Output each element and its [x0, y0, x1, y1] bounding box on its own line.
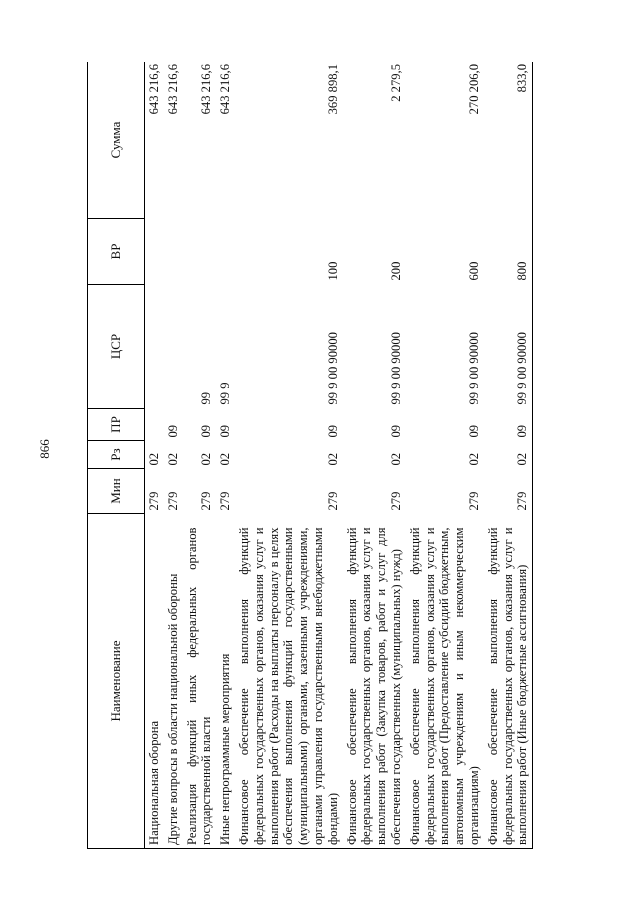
cell-vr: 200: [388, 261, 403, 281]
cell-rz: 02: [218, 452, 233, 466]
cell-name: Финансовое обеспечение выполнения функций федеральных государственных органов, оказания услуг и выполнения работ (Предоставление субсидий бюджетным, автономным учреждениям и иным некоммерческим организациям): [406, 514, 484, 849]
cell-csr: [145, 285, 164, 409]
cell-name: Другие вопросы в области национальной обороны: [164, 514, 183, 849]
cell-sum: 833,0: [484, 62, 533, 219]
cell-name: Финансовое обеспечение выполнения функций федеральных государственных органов, оказания услуг и выполнения работ (Расходы на выплаты персоналу в целях обеспечения выполнения функций государственными (муниципальными) органами, казенными учреждениями, органами управления государственными внебюджетными фондами): [235, 514, 343, 849]
cell-rz: 02: [147, 452, 161, 466]
cell-pr: 09: [388, 424, 403, 438]
cell-sum: 643 216,6: [183, 62, 217, 219]
cell-min: 279: [147, 491, 161, 511]
table-header-row: [88, 62, 145, 849]
cell-sum: 643 216,6: [216, 62, 235, 219]
header-pr: ПР: [88, 409, 145, 441]
cell-name: Финансовое обеспечение выполнения функций федеральных государственных органов, оказания услуг и выполнения работ (Иные бюджетные ассигнования): [484, 514, 533, 849]
header-name: Наименование: [88, 514, 145, 849]
header-min: Мин: [88, 469, 145, 514]
table-row: [235, 62, 343, 849]
cell-pr: 09: [199, 424, 214, 438]
cell-csr: [164, 285, 183, 409]
cell-name: Финансовое обеспечение выполнения функций федеральных государственных органов, оказания услуг и выполнения работ (Закупка товаров, работ и услуг для обеспечения государственных (муниципальных) нужд): [343, 514, 406, 849]
cell-rz: 02: [325, 452, 340, 466]
cell-vr: [164, 219, 183, 285]
header-vr: ВР: [88, 219, 145, 285]
table-row: [164, 62, 183, 849]
table-row: [343, 62, 406, 849]
header-csr: ЦСР: [88, 285, 145, 409]
cell-csr: 99: [199, 391, 214, 405]
cell-min: 279: [199, 491, 214, 511]
table-row: [484, 62, 533, 849]
cell-min: 279: [466, 491, 481, 511]
cell-pr: 09: [466, 424, 481, 438]
cell-pr: 09: [325, 424, 340, 438]
cell-vr: 800: [484, 219, 533, 285]
cell-pr: 09: [218, 424, 233, 438]
cell-vr: [145, 219, 164, 285]
cell-sum: 643 216,6: [145, 62, 164, 219]
cell-rz: 02: [165, 452, 180, 466]
table-row: [183, 62, 217, 849]
budget-table-wrapper: [87, 62, 599, 849]
cell-rz: 02: [466, 452, 481, 466]
cell-min: 279: [218, 491, 233, 511]
cell-min: 279: [325, 491, 340, 511]
cell-csr: 99 9: [218, 382, 233, 405]
cell-min: 279: [484, 469, 533, 514]
cell-sum: 369 898,1: [235, 62, 343, 219]
cell-vr: 600: [466, 261, 481, 281]
cell-vr: 100: [325, 261, 340, 281]
cell-rz: 02: [199, 452, 214, 466]
cell-min: 279: [165, 491, 180, 511]
table-row: [406, 62, 484, 849]
cell-csr: 99 9 00 90000: [388, 332, 403, 405]
cell-csr: 99 9 00 90000: [325, 332, 340, 405]
cell-csr: 99 9 00 90000: [484, 285, 533, 409]
cell-min: 279: [388, 491, 403, 511]
cell-pr: [145, 409, 164, 441]
page-number: 866: [37, 439, 52, 459]
cell-sum: 270 206,0: [406, 62, 484, 219]
cell-pr: 09: [484, 409, 533, 441]
cell-rz: 02: [388, 452, 403, 466]
header-rz: Рз: [88, 441, 145, 469]
table-row: [216, 62, 235, 849]
cell-rz: 02: [484, 441, 533, 469]
header-sum: Сумма: [88, 62, 145, 219]
cell-name: Национальная оборона: [145, 514, 164, 849]
cell-name: Иные непрограммные мероприятия: [216, 514, 235, 849]
cell-sum: 643 216,6: [164, 62, 183, 219]
cell-csr: 99 9 00 90000: [466, 332, 481, 405]
cell-vr: [216, 219, 235, 285]
budget-table: [87, 62, 533, 849]
cell-name: Реализация функций иных федеральных органов государственной власти: [183, 514, 217, 849]
cell-vr: [183, 219, 217, 285]
cell-pr: 09: [165, 424, 180, 438]
cell-sum: 2 279,5: [343, 62, 406, 219]
rotated-page-content: [87, 62, 599, 849]
table-row: [145, 62, 164, 849]
